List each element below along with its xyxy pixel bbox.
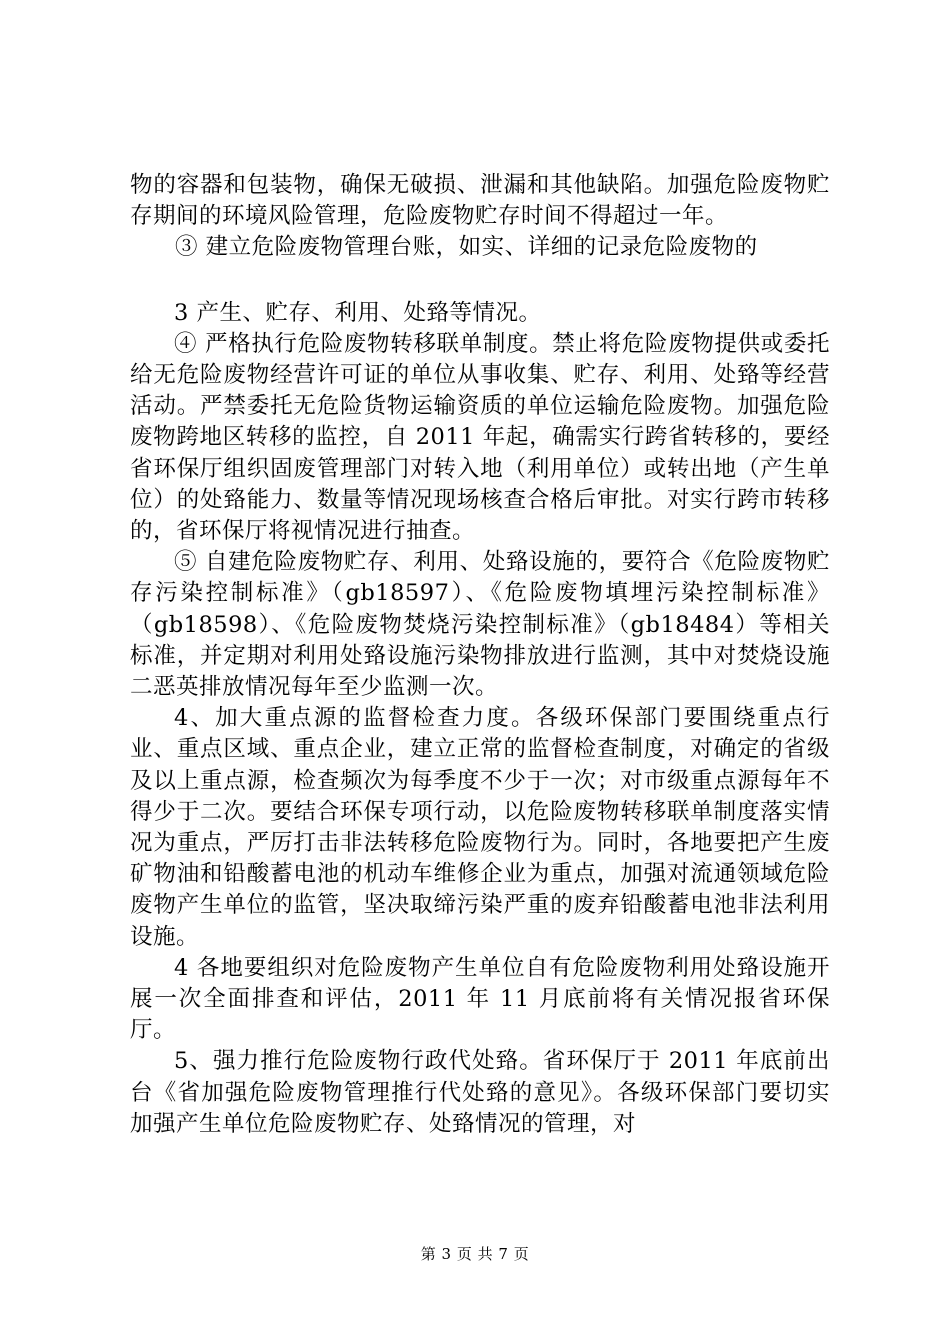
paragraph-item-5: ⑤ 自建危险废物贮存、利用、处臵设施的，要符合《危险废物贮存污染控制标准》（gb18597）、《危险废物填埋污染控制标准》（gb18598）、《危险废物焚烧污染控制标准》（gb18484）等相关标准，并定期对利用处臵设施污染物排放进行监测，其中对焚烧设施二恶英排放情况每年至少监测一次。 bbox=[130, 549, 830, 701]
paragraph-item-3-continuation: 3 产生、贮存、利用、处臵等情况。 bbox=[174, 299, 542, 326]
paragraph-item-3: ③ 建立危险废物管理台账，如实、详细的记录危险废物的 bbox=[175, 234, 758, 261]
paragraph-section-4-survey: 4 各地要组织对危险废物产生单位自有危险废物利用处臵设施开展一次全面排查和评估，2011 年 11 月底前将有关情况报省环保厅。 bbox=[130, 954, 830, 1044]
paragraph-section-5: 5、强力推行危险废物行政代处臵。省环保厅于 2011 年底前出台《省加强危险废物管理推行代处臵的意见》。各级环保部门要切实加强产生单位危险废物贮存、处臵情况的管理，对 bbox=[130, 1048, 830, 1137]
document-body bbox=[130, 170, 830, 1140]
paragraph-item-4: ④ 严格执行危险废物转移联单制度。禁止将危险废物提供或委托给无危险废物经营许可证的单位从事收集、贮存、利用、处臵等经营活动。严禁委托无危险货物运输资质的单位运输危险废物。加强危险废物跨地区转移的监控，自 2011 年起，确需实行跨省转移的，要经省环保厅组织固废管理部门对转入地（利用单位）或转出地（产生单位）的处臵能力、数量等情况现场核查合格后审批。对实行跨市转移的，省环保厅将视情况进行抽查。 bbox=[130, 330, 830, 545]
page-number-footer: 第 3 页 共 7 页 bbox=[420, 1245, 530, 1263]
paragraph-container-continuation: 物的容器和包装物，确保无破损、泄漏和其他缺陷。加强危险废物贮存期间的环境风险管理，危险废物贮存时间不得超过一年。 bbox=[130, 172, 830, 230]
paragraph-section-4: 4、加大重点源的监督检查力度。各级环保部门要围绕重点行业、重点区域、重点企业，建立正常的监督检查制度，对确定的省级及以上重点源，检查频次为每季度不少于一次；对市级重点源每年不得少于二次。要结合环保专项行动，以危险废物转移联单制度落实情况为重点，严厉打击非法转移危险废物行为。同时，各地要把产生废矿物油和铅酸蓄电池的机动车维修企业为重点，加强对流通领域危险废物产生单位的监管，坚决取缔污染严重的废弃铅酸蓄电池非法利用设施。 bbox=[130, 705, 830, 950]
